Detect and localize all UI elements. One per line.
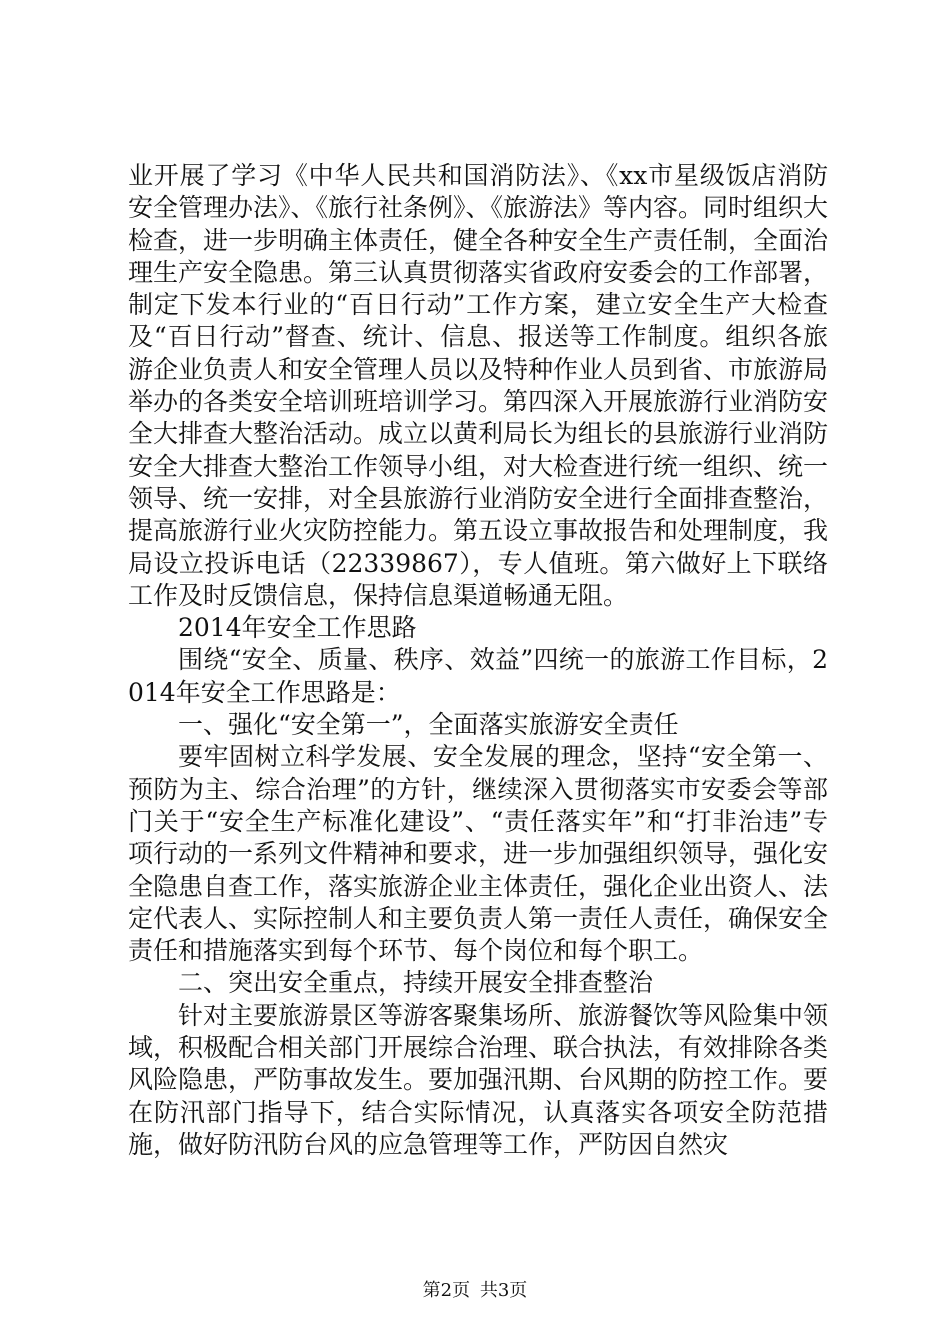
paragraph-inspection: 针对主要旅游景区等游客聚集场所、旅游餐饮等风险集中领域，积极配合相关部门开展综合治理、联合执法，有效排除各类风险隐患，严防事故发生。要加强汛期、台风期的防控工作。要在防汛部门指导下，结合实际情况，认真落实各项安全防范措施，做好防汛防台风的应急管理等工作，严防因自然灾 xyxy=(128,1000,829,1159)
section-heading-2014: 2014年安全工作思路 xyxy=(178,613,417,643)
paragraph-1: 业开展了学习《中华人民共和国消防法》、《xx市星级饭店消防安全管理办法》、《旅行社条例》、《旅游法》等内容。同时组织大检查，进一步明确主体责任，健全各种安全生产责任制，全面治理生产安全隐患。第三认真贯彻落实省政府安委会的工作部署，制定下发本行业的“百日行动”工作方案，建立安全生产大检查及“百日行动”督查、统计、信息、报送等工作制度。组织各旅游企业负责人和安全管理人员以及特种作业人员到省、市旅游局举办的各类安全培训班培训学习。第四深入开展旅游行业消防安全大排查大整治活动。成立以黄利局长为组长的县旅游行业消防安全大排查大整治工作领导小组，对大检查进行统一组织、统一领导、统一安排，对全县旅游行业消防安全进行全面排查整治，提高旅游行业火灾防控能力。第五设立事故报告和处理制度，我局设立投诉电话（22339867），专人值班。第六做好上下联络工作及时反馈信息，保持信息渠道畅通无阻。 xyxy=(128,161,829,610)
document-body xyxy=(128,160,828,1161)
subheading-1: 一、强化“安全第一”，全面落实旅游安全责任 xyxy=(178,710,679,740)
page-footer xyxy=(0,1276,950,1302)
subheading-2: 二、突出安全重点，持续开展安全排查整治 xyxy=(178,968,654,998)
page-total: 共3页 xyxy=(479,1280,528,1301)
page-number: 第2页 xyxy=(422,1280,471,1301)
paragraph-safety-responsibility: 要牢固树立科学发展、安全发展的理念，坚持“安全第一、预防为主、综合治理”的方针，继续深入贯彻落实市安委会等部门关于“安全生产标准化建设”、“责任落实年”和“打非治违”专项行动的一系列文件精神和要求，进一步加强组织领导，强化安全隐患自查工作，落实旅游企业主体责任，强化企业出资人、法定代表人、实际控制人和主要负责人第一责任人责任，确保安全责任和措施落实到每个环节、每个岗位和每个职工。 xyxy=(128,742,829,966)
paragraph-goal: 围绕“安全、质量、秩序、效益”四统一的旅游工作目标，2014年安全工作思路是： xyxy=(128,645,828,707)
